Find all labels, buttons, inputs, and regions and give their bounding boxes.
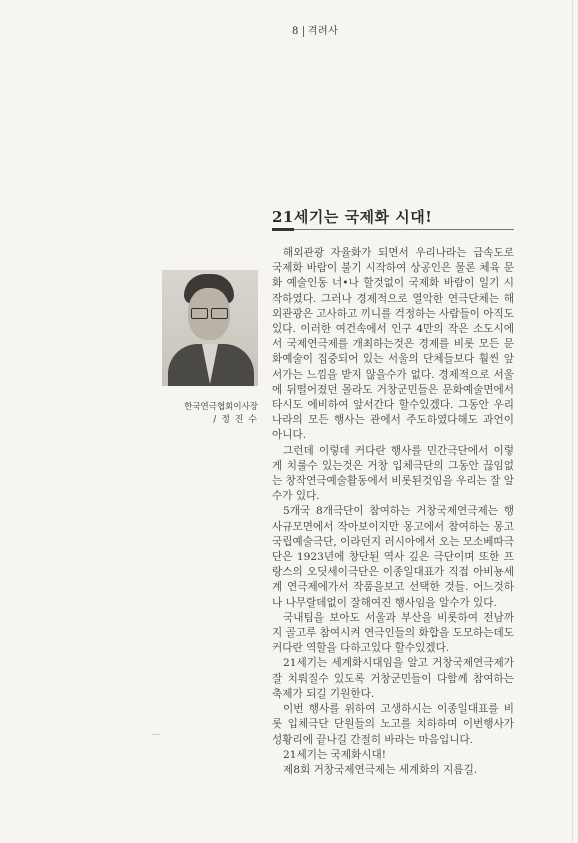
section-title: 격려사 [307, 26, 339, 37]
paragraph: 국내팀을 보아도 서울과 부산을 비롯하여 전남까지 골고루 참여시켜 연극인들의 화합을 도모하는데도 커다란 역할을 다하고있다 할수있겠다. [272, 611, 514, 655]
paragraph: 5개국 8개극단이 참여하는 거창국제연극제는 행사규모면에서 작아보이지만 몽고에서 참여하는 몽고국립예술극단, 이라던지 러시아에서 오는 모소베따극단은 1923년에 창단된 역사 깊은 극단이며 또한 프랑스의 오딧세이극단은 이종일대표가 직접 아비뇽세계 연극제에가서 작품을보고 선택한 것들. 어느것하나 나무랄데없이 잘해여진 행사임을 알수가 있다. [272, 505, 514, 609]
author-name: / 정 진 수 [213, 415, 258, 425]
photo-glasses [191, 308, 229, 318]
author-portrait-photo [162, 270, 258, 386]
author-caption [150, 401, 258, 427]
article-title: 21세기는 국제화 시대! [272, 208, 433, 226]
title-underline [294, 229, 514, 230]
page-mark [152, 734, 160, 735]
page-edge-line [572, 0, 573, 843]
paragraph: 21세기는 세계화시대임을 알고 거창국제연극제가 잘 치뤄질수 있도록 거창군민들이 다함께 참여하는 축제가 되길 기원한다. [272, 657, 514, 700]
lens-left [191, 308, 208, 319]
paragraph: 21세기는 국제화시대! [283, 748, 386, 761]
article-body [272, 246, 514, 778]
page-header [292, 22, 338, 37]
paragraph: 해외관광 자율화가 되면서 우리나라는 급속도로 국제화 바람이 불기 시작하여 상공인은 물론 체육 문화 예술인동 너•나 할것없이 국제화 바람이 일기 시작하였다. 그러나 경제적으로 열악한 연극단체는 해외관광은 고사하고 끼니를 걱정하는 사람들이 아직도 있다. 이러한 여건속에서 인구 4만의 작은 소도시에서 국제연극제를 개최하는것은 경제를 비롯 모든 문화예술이 집중되어 있는 서울의 단체들보다 훨씬 앞서가는 느낌을 받지 않을수가 없다. 경제적으로 서울에 뒤떨어졌던 몰라도 거창군민들은 문화예술면에서 타시도 에비하여 앞서간다 할수있겠다. 그동안 우리나라의 모든 행사는 관에서 주도하였다해도 과언이 아니다. [272, 247, 514, 442]
lens-right [211, 308, 228, 319]
title-underline-accent [272, 228, 294, 231]
paragraph: 제8회 거창국제연극제는 세계화의 지름길. [283, 763, 478, 776]
paragraph: 이번 행사를 위하여 고생하시는 이종일대표를 비롯 입체극단 단원들의 노고를 치하하며 이번행사가 성황리에 끝나길 간절히 바라는 마음입니다. [272, 703, 514, 746]
paragraph: 그런데 이렇데 커다란 행사를 민간극단에서 이렇게 치룰수 있는것은 거창 입체극단의 그동안 끊임없는 창작연극예술활동에서 비롯된것임을 우리는 잘 알수가 있다. [272, 444, 514, 503]
page-number: 8 [292, 26, 304, 37]
author-title: 한국연극협회이사장 [184, 402, 258, 412]
